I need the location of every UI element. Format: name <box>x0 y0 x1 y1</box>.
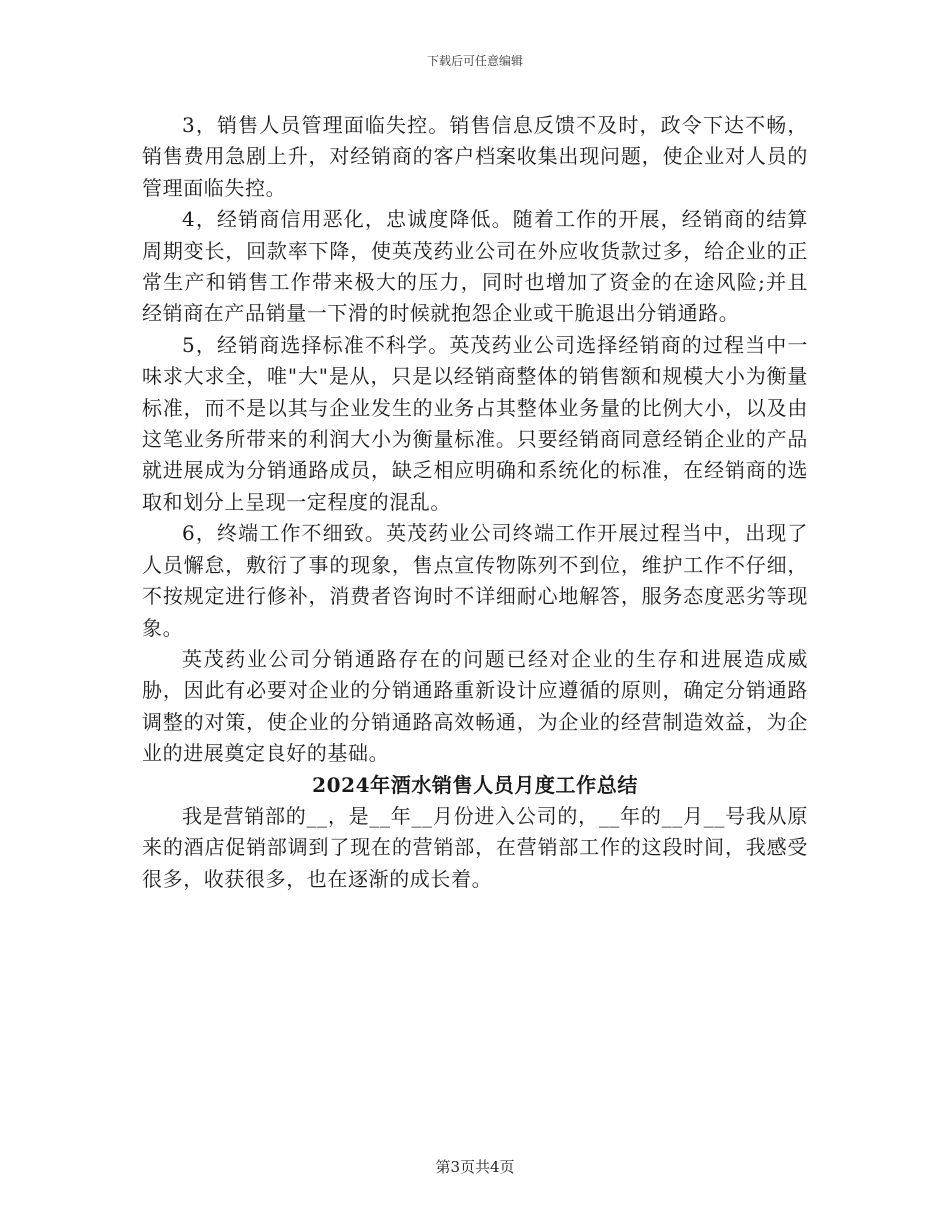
section-title: 2024年酒水销售人员月度工作总结 <box>312 772 638 797</box>
section-intro-paragraph: 我是营销部的__，是__年__月份进入公司的，__年的__月__号我从原来的酒店促销部调到了现在的营销部，在营销部工作的这段时间，我感受很多，收获很多，也在逐渐的成长着。 <box>142 803 808 891</box>
paragraph-item-5: 5，经销商选择标准不科学。英茂药业公司选择经销商的过程当中一味求大求全，唯"大"是从，只是以经销商整体的销售额和规模大小为衡量标准，而不是以其与企业发生的业务占其整体业务量的比例大小，以及由这笔业务所带来的利润大小为衡量标准。只要经销商同意经销企业的产品就进展成为分销通路成员，缺乏相应明确和系统化的标准，在经销商的选取和划分上呈现一定程度的混乱。 <box>142 332 808 514</box>
page-header-note: 下载后可任意编辑 <box>426 54 523 68</box>
document-body <box>142 110 808 895</box>
page-number: 第3页共4页 <box>435 1158 515 1176</box>
paragraph-item-3: 3，销售人员管理面临失控。销售信息反馈不及时，政令下达不畅，销售费用急剧上升，对经销商的客户档案收集出现问题，使企业对人员的管理面临失控。 <box>142 113 808 200</box>
paragraph-summary: 英茂药业公司分销通路存在的问题已经对企业的生存和进展造成威胁，因此有必要对企业的分销通路重新设计应遵循的原则，确定分销通路调整的对策，使企业的分销通路高效畅通，为企业的经营制造效益，为企业的进展奠定良好的基础。 <box>142 646 808 766</box>
paragraph-item-4: 4，经销商信用恶化，忠诚度降低。随着工作的开展，经销商的结算周期变长，回款率下降，使英茂药业公司在外应收货款过多，给企业的正常生产和销售工作带来极大的压力，同时也增加了资金的在途风险;并且经销商在产品销量一下滑的时候就抱怨企业或干脆退出分销通路。 <box>142 207 808 326</box>
paragraph-item-6: 6，终端工作不细致。英茂药业公司终端工作开展过程当中，出现了人员懈怠，敷衍了事的现象，售点宣传物陈列不到位，维护工作不仔细，不按规定进行修补，消费者咨询时不详细耐心地解答，服务态度恶劣等现象。 <box>142 521 808 640</box>
